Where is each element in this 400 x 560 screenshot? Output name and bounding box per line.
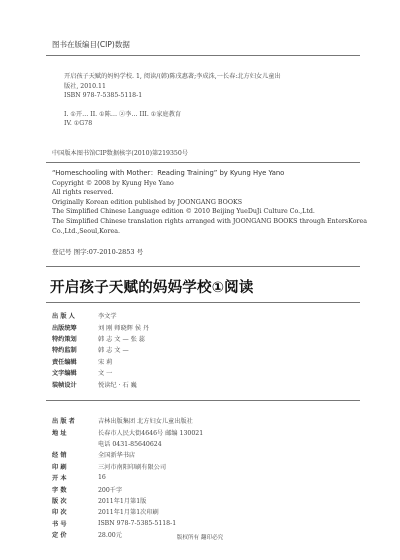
pub-value: 吉林出版集团 北方妇女儿童出版社 — [98, 418, 193, 426]
pub-row — [52, 415, 352, 426]
pub-label: 版 次 — [52, 497, 67, 505]
cip-heading: 图书在版编目(CIP)数据 — [52, 40, 130, 49]
cip-line: ISBN 978-7-5385-5118-1 — [64, 92, 143, 99]
credit-value: 宋 莉 — [98, 358, 113, 366]
middle-rule — [46, 162, 360, 163]
cip-classification: I. ①开… II. ①陈… ②李… III. ①家庭教育 — [64, 110, 182, 118]
pub-label: 经 销 — [52, 452, 67, 460]
credit-label: 出 版 人 — [52, 313, 75, 321]
english-line: All rights reserved. — [52, 189, 114, 197]
english-line: Originally Korean edition published by JOONGANG BOOKS — [52, 198, 243, 206]
english-line: The Simplified Chinese translation rights arranged with JOONGANG BOOKS through EntersKorea — [52, 217, 367, 225]
top-rule — [46, 55, 360, 56]
credit-label: 责任编辑 — [52, 358, 77, 366]
pub-row — [52, 495, 352, 506]
rights-notice: 版权所有 翻印必究 — [176, 535, 224, 541]
pub-row — [52, 461, 352, 472]
pub-label: 定 价 — [52, 532, 67, 540]
english-copyright — [52, 169, 372, 236]
title-bottom-rule — [46, 302, 360, 303]
pub-value: 200千字 — [98, 486, 123, 494]
credit-label: 特约监制 — [52, 347, 77, 355]
english-line: Co.,Ltd.,Seoul,Korea. — [52, 227, 120, 235]
pub-value: 电话 0431-85640624 — [98, 440, 162, 448]
credit-label: 装帧设计 — [52, 381, 77, 389]
pub-value: 2011年1月第1版 — [98, 497, 147, 505]
credit-value: 刘 刚 师晓辉 侯 丹 — [98, 324, 150, 332]
english-line: The Simplified Chinese Language edition © 2010 Beijing YueDuJi Culture Co.,Ltd. — [52, 208, 315, 216]
pub-value: 全国新华书店 — [98, 452, 136, 460]
pub-value: 16 — [98, 474, 106, 482]
credit-row — [52, 333, 352, 344]
pub-label: 印 次 — [52, 509, 67, 517]
credit-row — [52, 367, 352, 378]
credit-row — [52, 344, 352, 355]
title-top-rule — [46, 266, 360, 267]
credit-value: 李文学 — [98, 313, 117, 321]
pub-value: 28.00元 — [98, 532, 122, 540]
pub-row — [52, 449, 352, 460]
pub-row — [52, 472, 352, 483]
cip-line: 开启孩子天赋的妈妈学校. 1, 阅读/(韩)陈戌惠著;李成洙,一长春:北方妇女儿童出 — [64, 73, 281, 80]
credit-label: 文字编辑 — [52, 370, 77, 378]
pub-label: 书 号 — [52, 520, 67, 528]
credit-label: 出版统筹 — [52, 324, 77, 332]
cip-classification: IV. ①G78 — [64, 120, 93, 127]
cip-line: 版社, 2010.11 — [64, 82, 106, 90]
pub-label: 印 刷 — [52, 463, 67, 471]
credit-value: 韩 志 文 — — [98, 347, 129, 355]
pub-row — [52, 483, 352, 494]
credit-value: 悦读纪 · 石 巍 — [98, 381, 137, 389]
pub-row — [52, 506, 352, 517]
credit-label: 特约策划 — [52, 335, 77, 343]
credit-value: 韩 志 文 — 张 蕊 — [98, 335, 145, 343]
original-title-line: “Homeschooling with Mother：Reading Training” by Kyung Hye Yano — [52, 169, 285, 177]
pub-label: 出 版 者 — [52, 418, 75, 426]
credit-value: 文 一 — [98, 370, 113, 378]
pub-row — [52, 426, 352, 437]
english-line: Copyright © 2008 by Kyung Hye Yano — [52, 179, 174, 187]
pub-value: ISBN 978-7-5385-5118-1 — [98, 519, 177, 527]
pub-label: 地 址 — [52, 429, 67, 437]
cip-data-number: 中国版本图书馆CIP数据核字(2010)第219350号 — [52, 150, 188, 157]
pub-row — [52, 518, 352, 529]
cip-record — [64, 72, 364, 129]
pub-label: 开 本 — [52, 475, 67, 483]
registration-number: 登记号 图字:07-2010-2853 号 — [52, 248, 144, 256]
pub-value: 三河市南阳印刷有限公司 — [98, 463, 167, 471]
credit-row — [52, 321, 352, 332]
publication-info — [52, 415, 352, 540]
book-title: 开启孩子天赋的妈妈学校①阅读 — [50, 280, 254, 296]
pub-label: 字 数 — [52, 486, 67, 494]
pub-row — [52, 438, 352, 449]
pub-value: 长春市人民大街4646号 邮编 130021 — [98, 429, 204, 437]
credit-row — [52, 378, 352, 389]
credit-row — [52, 356, 352, 367]
credit-row — [52, 310, 352, 321]
pub-value: 2011年1月第1次印刷 — [98, 509, 159, 517]
credits-bottom-rule — [46, 400, 360, 401]
staff-credits — [52, 310, 352, 390]
